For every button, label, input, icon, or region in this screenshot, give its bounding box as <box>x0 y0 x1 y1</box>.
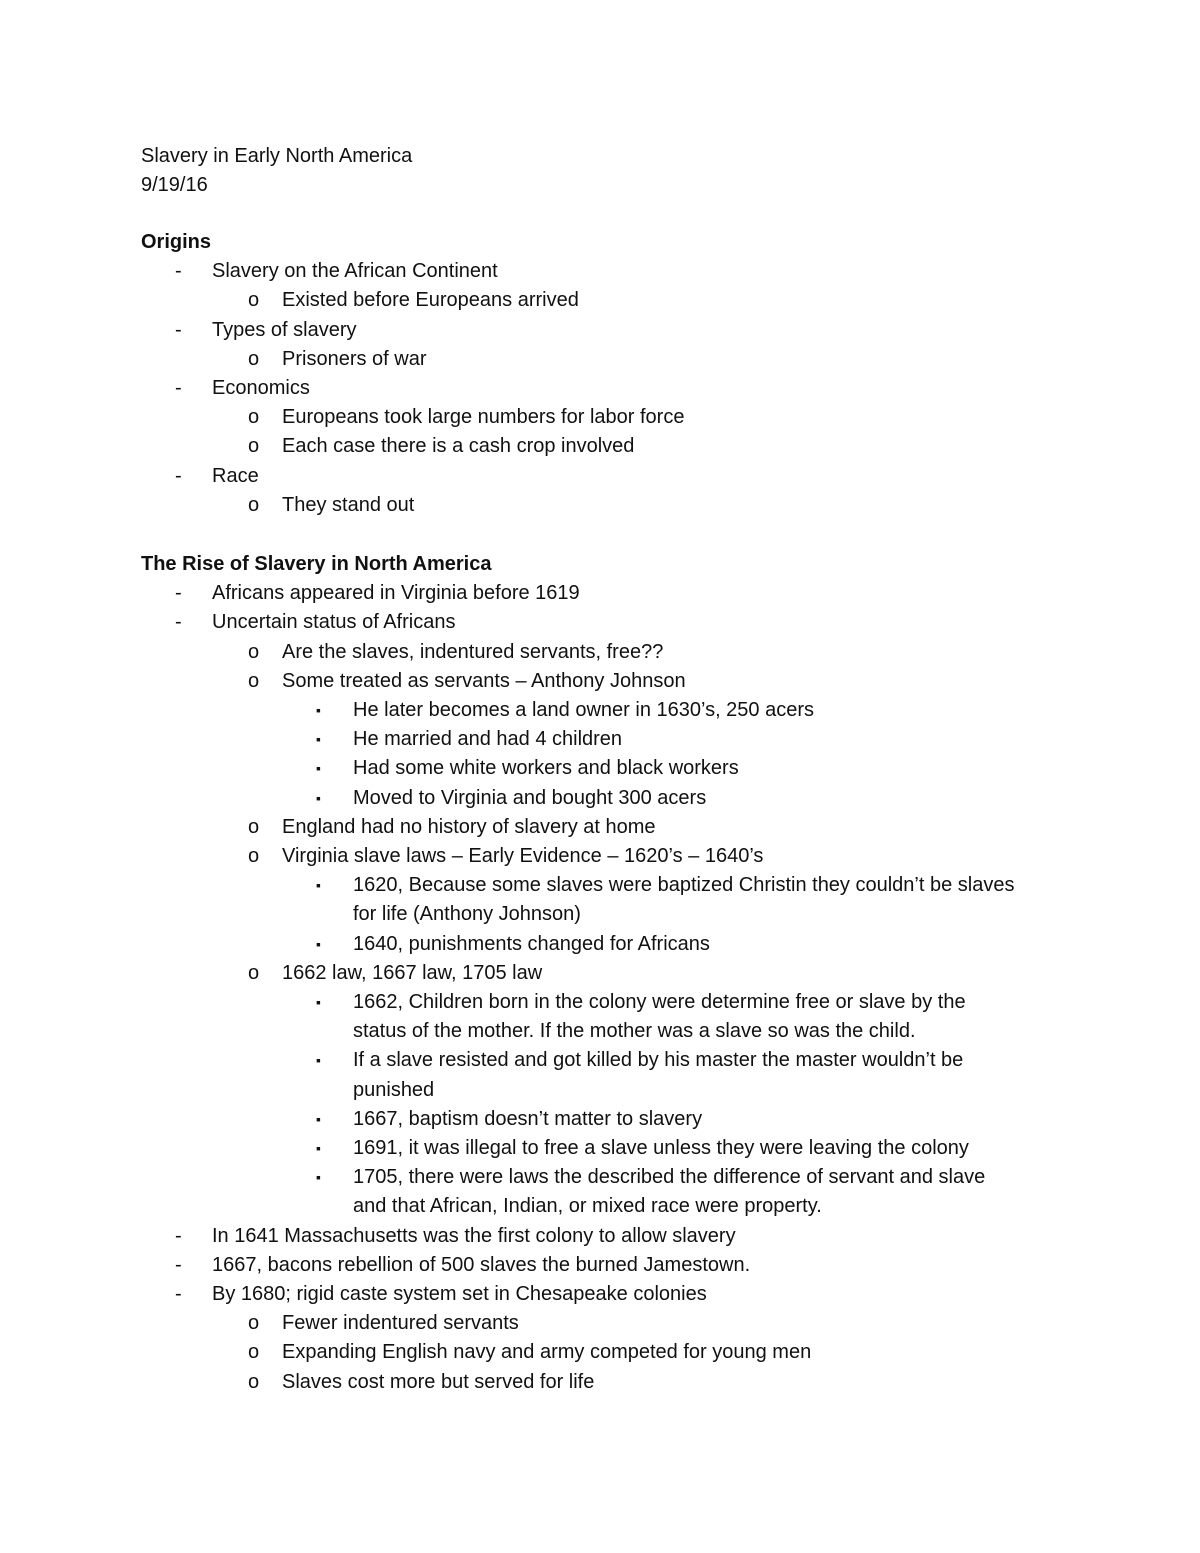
sub-bullet-line <box>248 813 656 842</box>
sub-sub-bullet-line <box>316 784 707 813</box>
bullet-text: status of the mother. If the mother was a slave so was the child. <box>353 1020 916 1042</box>
bullet-text: Some treated as servants – Anthony Johnson <box>282 670 686 692</box>
sub-sub-bullet-line <box>316 1134 969 1163</box>
bullet-text: Slavery on the African Continent <box>212 260 498 282</box>
sub-bullet-line <box>248 1368 595 1397</box>
bullet-text: Slaves cost more but served for life <box>282 1371 595 1393</box>
bullet-text: He later becomes a land owner in 1630’s, 250 acers <box>353 699 815 721</box>
bullet-line <box>175 316 357 345</box>
circle-bullet-icon: o <box>248 435 260 457</box>
dash-bullet-icon: - <box>175 611 182 633</box>
bullet-text: and that African, Indian, or mixed race were property. <box>353 1195 822 1217</box>
bullet-text: Uncertain status of Africans <box>212 611 456 633</box>
circle-bullet-icon: o <box>248 845 260 867</box>
sub-sub-bullet-line <box>316 871 1015 900</box>
bullet-text: 1691, it was illegal to free a slave unless they were leaving the colony <box>353 1137 969 1159</box>
bullet-text: Existed before Europeans arrived <box>282 289 579 311</box>
bullet-text: 1662, Children born in the colony were determine free or slave by the <box>353 991 966 1013</box>
sub-bullet-line <box>248 959 543 988</box>
bullet-line <box>175 257 498 286</box>
sub-sub-bullet-line <box>316 754 739 783</box>
bullet-text: By 1680; rigid caste system set in Chesapeake colonies <box>212 1283 707 1305</box>
dash-bullet-icon: - <box>175 260 182 282</box>
bullet-text: He married and had 4 children <box>353 728 623 750</box>
bullet-text: Moved to Virginia and bought 300 acers <box>353 787 707 809</box>
circle-bullet-icon: o <box>248 641 260 663</box>
bullet-text: Europeans took large numbers for labor force <box>282 406 685 428</box>
bullet-line <box>175 1222 736 1251</box>
bullet-text: England had no history of slavery at home <box>282 816 656 838</box>
circle-bullet-icon: o <box>248 494 260 516</box>
square-bullet-icon: ▪ <box>316 1169 321 1185</box>
bullet-text: Race <box>212 465 259 487</box>
bullet-line <box>175 579 580 608</box>
document-title: Slavery in Early North America <box>141 145 413 167</box>
circle-bullet-icon: o <box>248 670 260 692</box>
circle-bullet-icon: o <box>248 1312 260 1334</box>
document-date: 9/19/16 <box>141 174 208 196</box>
bullet-line <box>175 374 310 403</box>
square-bullet-icon: ▪ <box>316 1111 321 1127</box>
square-bullet-icon: ▪ <box>316 760 321 776</box>
dash-bullet-icon: - <box>175 1283 182 1305</box>
bullet-text: Economics <box>212 377 310 399</box>
square-bullet-icon: ▪ <box>316 1052 321 1068</box>
sub-bullet-line <box>248 667 686 696</box>
bullet-text: for life (Anthony Johnson) <box>353 903 581 925</box>
bullet-text: 1705, there were laws the described the difference of servant and slave <box>353 1166 986 1188</box>
sub-bullet-line <box>248 638 664 667</box>
bullet-text: Are the slaves, indentured servants, free?? <box>282 641 664 663</box>
circle-bullet-icon: o <box>248 406 260 428</box>
bullet-text: 1662 law, 1667 law, 1705 law <box>282 962 543 984</box>
bullet-text: Types of slavery <box>212 319 357 341</box>
sub-bullet-line <box>248 842 764 871</box>
dash-bullet-icon: - <box>175 377 182 399</box>
bullet-line <box>175 608 456 637</box>
sub-sub-bullet-line <box>353 1192 822 1221</box>
bullet-text: punished <box>353 1079 435 1101</box>
dash-bullet-icon: - <box>175 465 182 487</box>
bullet-text: In 1641 Massachusetts was the first colony to allow slavery <box>212 1225 736 1247</box>
bullet-text: 1640, punishments changed for Africans <box>353 933 710 955</box>
sub-bullet-line <box>248 403 685 432</box>
sub-sub-bullet-line <box>353 1017 916 1046</box>
square-bullet-icon: ▪ <box>316 877 321 893</box>
sub-sub-bullet-line <box>316 725 623 754</box>
sub-bullet-line <box>248 345 427 374</box>
sub-bullet-line <box>248 1309 519 1338</box>
circle-bullet-icon: o <box>248 348 260 370</box>
dash-bullet-icon: - <box>175 582 182 604</box>
square-bullet-icon: ▪ <box>316 702 321 718</box>
sub-sub-bullet-line <box>316 696 815 725</box>
bullet-text: Expanding English navy and army competed for young men <box>282 1341 812 1363</box>
sub-bullet-line <box>248 1338 812 1367</box>
bullet-text: They stand out <box>282 494 415 516</box>
bullet-text: Had some white workers and black workers <box>353 757 739 779</box>
bullet-line <box>175 462 259 491</box>
bullet-text: 1667, bacons rebellion of 500 slaves the burned Jamestown. <box>212 1254 751 1276</box>
bullet-text: 1620, Because some slaves were baptized Christin they couldn’t be slaves <box>353 874 1015 896</box>
bullet-text: Fewer indentured servants <box>282 1312 519 1334</box>
sub-sub-bullet-line <box>353 900 581 929</box>
circle-bullet-icon: o <box>248 289 260 311</box>
bullet-text: Africans appeared in Virginia before 1619 <box>212 582 580 604</box>
bullet-text: Virginia slave laws – Early Evidence – 1620’s – 1640’s <box>282 845 764 867</box>
square-bullet-icon: ▪ <box>316 936 321 952</box>
bullet-line <box>175 1251 751 1280</box>
section-heading: Origins <box>141 231 212 253</box>
square-bullet-icon: ▪ <box>316 1140 321 1156</box>
circle-bullet-icon: o <box>248 1371 260 1393</box>
bullet-line <box>175 1280 707 1309</box>
dash-bullet-icon: - <box>175 319 182 341</box>
sub-sub-bullet-line <box>316 930 710 959</box>
sub-sub-bullet-line <box>316 1105 703 1134</box>
dash-bullet-icon: - <box>175 1225 182 1247</box>
sub-bullet-line <box>248 286 579 315</box>
sub-sub-bullet-line <box>316 1163 986 1192</box>
sub-sub-bullet-line <box>316 1046 964 1075</box>
sub-bullet-line <box>248 491 415 520</box>
bullet-text: If a slave resisted and got killed by his master the master wouldn’t be <box>353 1049 964 1071</box>
square-bullet-icon: ▪ <box>316 731 321 747</box>
sub-sub-bullet-line <box>316 988 966 1017</box>
bullet-text: 1667, baptism doesn’t matter to slavery <box>353 1108 703 1130</box>
dash-bullet-icon: - <box>175 1254 182 1276</box>
sub-sub-bullet-line <box>353 1076 434 1105</box>
square-bullet-icon: ▪ <box>316 994 321 1010</box>
section-heading: The Rise of Slavery in North America <box>141 553 492 575</box>
circle-bullet-icon: o <box>248 816 260 838</box>
bullet-text: Each case there is a cash crop involved <box>282 435 635 457</box>
circle-bullet-icon: o <box>248 1341 260 1363</box>
square-bullet-icon: ▪ <box>316 790 321 806</box>
bullet-text: Prisoners of war <box>282 348 427 370</box>
sub-bullet-line <box>248 432 635 461</box>
circle-bullet-icon: o <box>248 962 260 984</box>
